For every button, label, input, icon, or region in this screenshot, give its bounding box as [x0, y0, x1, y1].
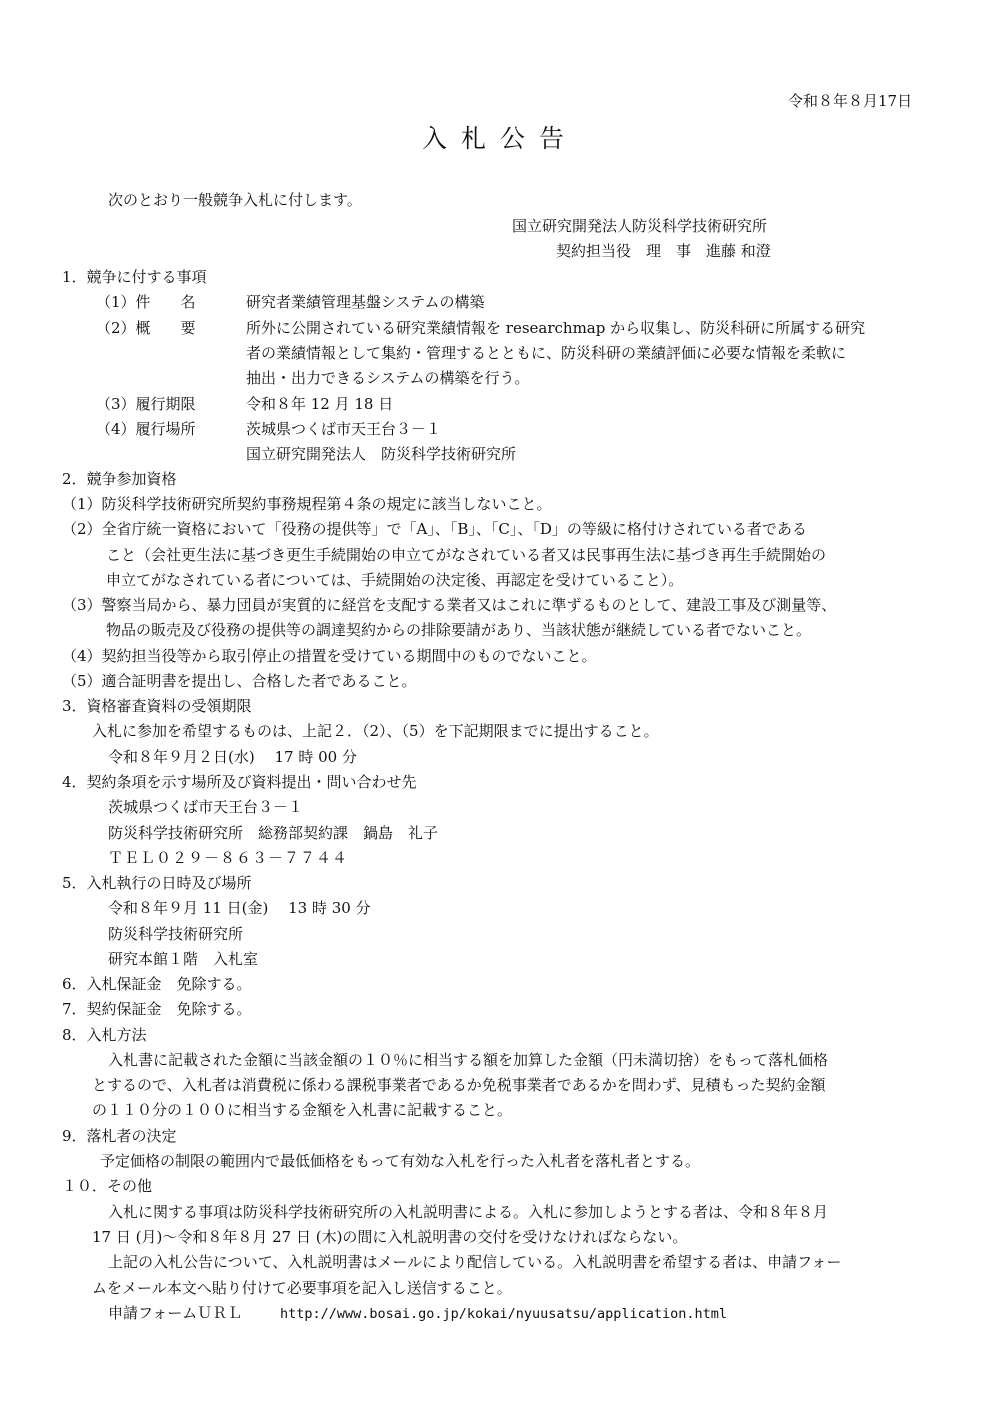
subject-label: （1）件 名 — [96, 293, 196, 311]
section-5-line: 研究本館１階 入札室 — [108, 950, 259, 968]
subject-value: 研究者業績管理基盤システムの構築 — [246, 293, 485, 311]
contact-line: 茨城県つくば市天王台３－１ — [108, 798, 304, 816]
section-10-line: 入札に関する事項は防災科学技術研究所の入札説明書による。入札に参加しようとする者は、令和８年８月 — [108, 1203, 829, 1221]
qualification-line: こと（会社更生法に基づき更生手続開始の申立てがなされている者又は民事再生法に基づき再生手続開始の — [106, 546, 827, 564]
qualification-line: 申立てがなされている者については、手続開始の決定後、再認定を受けていること）。 — [106, 571, 684, 589]
section-5-heading: 5．入札執行の日時及び場所 — [62, 874, 252, 892]
section-9-line: 予定価格の制限の範囲内で最低価格をもって有効な入札を行った入札者を落札者とする。 — [100, 1152, 701, 1170]
section-8-heading: 8．入札方法 — [62, 1026, 147, 1044]
contact-phone: ＴＥＬ０２９－８６３－７７４４ — [108, 849, 349, 867]
section-3-line: 令和８年９月２日(水) 17 時 00 分 — [108, 748, 357, 766]
qualification-line: （3）警察当局から、暴力団員が実質的に経営を支配する業者又はこれに準ずるものとして、建設工事及び測量等、 — [62, 596, 837, 614]
section-1-heading: 1．競争に付する事項 — [62, 268, 207, 286]
section-2-heading: 2．競争参加資格 — [62, 470, 177, 488]
section-7-heading: 7．契約保証金 免除する。 — [62, 1000, 252, 1018]
section-8-line: の１１０分の１００に相当する金額を入札書に記載すること。 — [92, 1101, 513, 1119]
summary-label: （2）概 要 — [96, 319, 196, 337]
qualification-line: 物品の販売及び役務の提供等の調達契約からの排除要請があり、当該状態が継続している者でないこと。 — [106, 621, 812, 639]
period-label: （3）履行期限 — [96, 395, 196, 413]
summary-line: 者の業績情報として集約・管理するとともに、防災科研の業績評価に必要な情報を柔軟に — [246, 344, 847, 362]
summary-line: 抽出・出力できるシステムの構築を行う。 — [246, 369, 530, 387]
page-title: 入札公告 — [421, 124, 578, 153]
place-line: 国立研究開発法人 防災科学技術研究所 — [246, 445, 517, 463]
contact-line: 防災科学技術研究所 総務部契約課 鍋島 礼子 — [108, 824, 439, 842]
section-5-line: 令和８年９月 11 日(金) 13 時 30 分 — [108, 899, 371, 917]
qualification-line: （5）適合証明書を提出し、合格した者であること。 — [62, 672, 417, 690]
section-10-line: 17 日 (月)～令和８年８月 27 日 (木)の間に入札説明書の交付を受けなければならない。 — [92, 1228, 688, 1246]
section-10-line: ムをメール本文へ貼り付けて必要事項を記入し送信すること。 — [92, 1279, 512, 1297]
section-3-line: 入札に参加を希望するものは、上記２．（2）、（5）を下記期限までに提出すること。 — [92, 722, 659, 740]
intro-text: 次のとおり一般競争入札に付します。 — [108, 191, 362, 209]
notice-date: 令和８年８月17日 — [788, 92, 913, 110]
qualification-line: （2）全省庁統一資格において「役務の提供等」で「A」、「B」、「C」、「D」の等級に格付けされている者である — [62, 520, 807, 538]
issuer-org: 国立研究開発法人防災科学技術研究所 — [512, 217, 768, 235]
qualification-line: （4）契約担当役等から取引停止の措置を受けている期間中のものでないこと。 — [62, 647, 597, 665]
section-8-line: とするので、入札者は消費税に係わる課税事業者であるか免税事業者であるかを問わず、見積もった契約金額 — [92, 1076, 826, 1094]
section-8-line: 入札書に記載された金額に当該金額の１０％に相当する額を加算した金額（円未満切捨）をもって落札価格 — [108, 1051, 829, 1069]
qualification-line: （1）防災科学技術研究所契約事務規程第４条の規定に該当しないこと。 — [62, 495, 552, 513]
issuer-person: 契約担当役 理 事 進藤 和澄 — [556, 242, 771, 260]
summary-line: 所外に公開されている研究業績情報を researchmap から収集し、防災科研に所属する研究 — [246, 319, 866, 337]
place-line: 茨城県つくば市天王台３－１ — [246, 420, 442, 438]
section-6-heading: 6．入札保証金 免除する。 — [62, 975, 252, 993]
form-url-label: 申請フォームＵＲＬ — [108, 1304, 243, 1322]
period-value: 令和８年 12 月 18 日 — [246, 395, 394, 413]
form-url-link[interactable]: http://www.bosai.go.jp/kokai/nyuusatsu/application.html — [280, 1306, 728, 1322]
section-10-heading: １０．その他 — [62, 1177, 153, 1195]
section-3-heading: 3．資格審査資料の受領期限 — [62, 697, 252, 715]
section-4-heading: 4．契約条項を示す場所及び資料提出・問い合わせ先 — [62, 773, 417, 791]
place-label: （4）履行場所 — [96, 420, 196, 438]
section-5-line: 防災科学技術研究所 — [108, 925, 244, 943]
section-10-line: 上記の入札公告について、入札説明書はメールにより配信している。入札説明書を希望する者は、申請フォー — [108, 1253, 842, 1271]
section-9-heading: 9．落札者の決定 — [62, 1127, 177, 1145]
